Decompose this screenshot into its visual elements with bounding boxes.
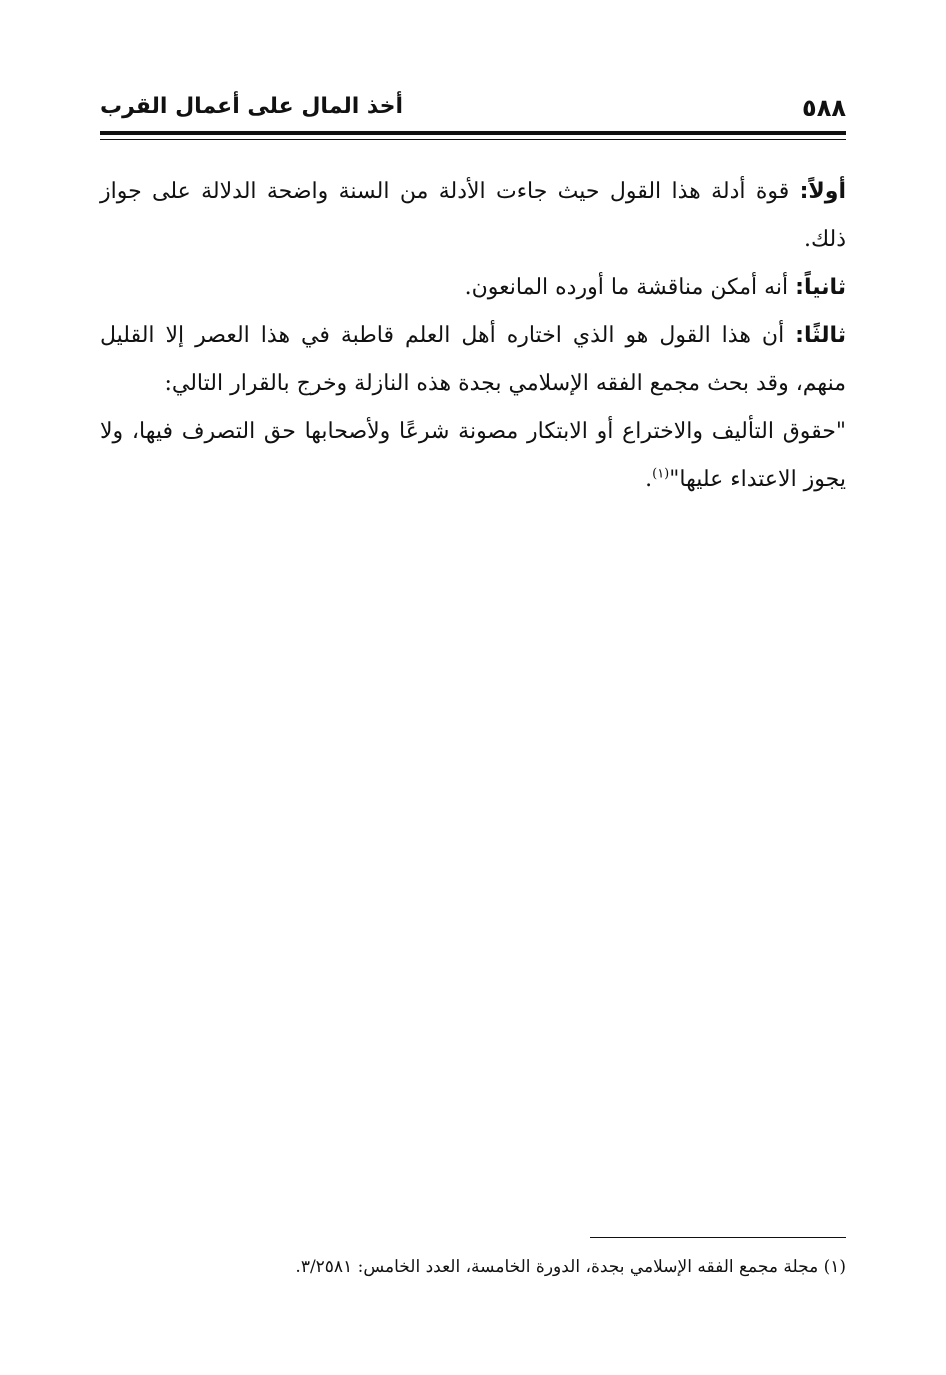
paragraph-text: أنه أمكن مناقشة ما أورده المانعون. xyxy=(464,275,796,300)
quoted-resolution xyxy=(100,408,846,504)
page-header xyxy=(100,92,846,132)
body-text xyxy=(100,168,846,504)
footnote-reference[interactable]: (١) xyxy=(652,466,670,482)
quote-text: "حقوق التأليف والاختراع أو الابتكار مصونة شرعًا ولأصحابها حق التصرف فيها، ولا يجوز الاعتداء عليها" xyxy=(100,419,846,492)
paragraph-first xyxy=(100,168,846,264)
paragraph-lead: ثانياً: xyxy=(795,275,846,300)
paragraph-lead: أولاً: xyxy=(799,179,846,204)
paragraph-lead: ثالثًا: xyxy=(795,323,846,348)
footnote: (١) مجلة مجمع الفقه الإسلامي بجدة، الدورة الخامسة، العدد الخامس: ٣/٢٥٨١. xyxy=(295,1257,846,1277)
footnote-separator xyxy=(590,1237,846,1238)
paragraph-text: قوة أدلة هذا القول حيث جاءت الأدلة من السنة واضحة الدلالة على جواز ذلك. xyxy=(100,179,846,252)
running-title: أخذ المال على أعمال القرب xyxy=(100,94,404,119)
page-number: ٥٨٨ xyxy=(802,94,846,122)
quote-end: . xyxy=(645,467,653,492)
paragraph-third xyxy=(100,312,846,408)
paragraph-text: أن هذا القول هو الذي اختاره أهل العلم قاطبة في هذا العصر إلا القليل منهم، وقد بحث مجمع الفقه الإسلامي بجدة هذه النازلة وخرج بالقرار التالي: xyxy=(100,323,846,396)
paragraph-second xyxy=(100,264,846,312)
header-rule-thick xyxy=(100,131,846,135)
header-rule-thin xyxy=(100,139,846,140)
